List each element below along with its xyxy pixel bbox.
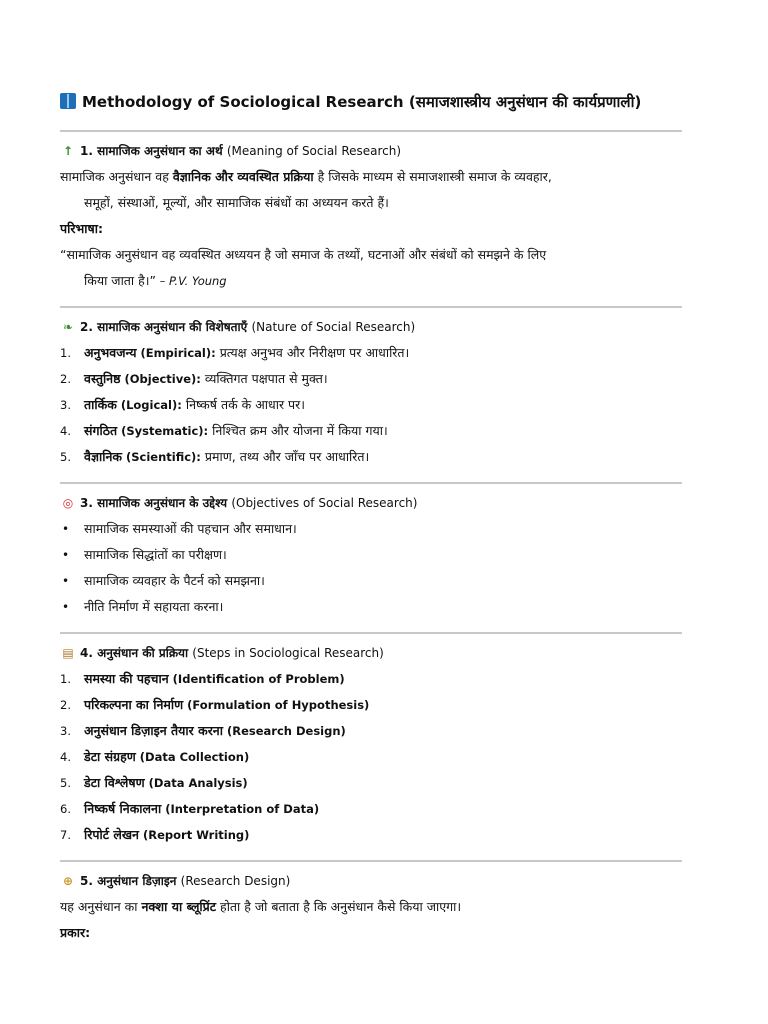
seedling-icon: ↑ [62, 144, 74, 158]
divider [60, 482, 682, 484]
section-heading: ↑ 1. सामाजिक अनुसंधान का अर्थ (Meaning of Social Research) [60, 138, 682, 164]
section-research-design [60, 868, 682, 946]
compass-icon: ⊕ [62, 874, 74, 888]
list-item: 4. संगठित (Systematic): निश्चित क्रम और योजना में किया गया। [60, 423, 388, 438]
meaning-paragraph: सामाजिक अनुसंधान वह वैज्ञानिक और व्यवस्थित प्रक्रिया है जिसके माध्यम से समाजशास्त्री समाज के व्यवहार, समूहों, संस्थाओं, मूल्यों, और सामाजिक संबंधों का अध्ययन करते हैं। [60, 169, 552, 210]
target-icon: ◎ [62, 496, 74, 510]
list-item: 3. अनुसंधान डिज़ाइन तैयार करना (Research Design) [60, 723, 346, 738]
divider [60, 632, 682, 634]
list-item: 4. डेटा संग्रहण (Data Collection) [60, 749, 250, 764]
section-objectives [60, 490, 682, 620]
section-meaning [60, 138, 682, 294]
list-item: • सामाजिक समस्याओं की पहचान और समाधान। [62, 521, 297, 536]
steps-list [60, 666, 682, 848]
nature-list [60, 340, 682, 470]
divider [60, 130, 682, 132]
list-item: • सामाजिक व्यवहार के पैटर्न को समझना। [62, 573, 265, 588]
list-item: 3. तार्किक (Logical): निष्कर्ष तर्क के आधार पर। [60, 397, 305, 412]
title-hindi: (समाजशास्त्रीय अनुसंधान की कार्यप्रणाली) [408, 93, 642, 111]
list-item: 7. रिपोर्ट लेखन (Report Writing) [60, 827, 250, 842]
list-item: 6. निष्कर्ष निकालना (Interpretation of Data) [60, 801, 320, 816]
types-label: प्रकार: [60, 925, 91, 940]
list-item: • सामाजिक सिद्धांतों का परीक्षण। [62, 547, 227, 562]
section-heading: ▤ 4. अनुसंधान की प्रक्रिया (Steps in Sociological Research) [60, 640, 682, 666]
list-item: • नीति निर्माण में सहायता करना। [62, 599, 224, 614]
design-paragraph: यह अनुसंधान का नक्शा या ब्लूप्रिंट होता है जो बताता है कि अनुसंधान कैसे किया जाएगा। [60, 899, 462, 914]
clipboard-icon: ▤ [62, 646, 74, 660]
list-item: 5. वैज्ञानिक (Scientific): प्रमाण, तथ्य और जाँच पर आधारित। [60, 449, 370, 464]
divider [60, 306, 682, 308]
list-item: 2. परिकल्पना का निर्माण (Formulation of Hypothesis) [60, 697, 370, 712]
list-item: 2. वस्तुनिष्ठ (Objective): व्यक्तिगत पक्षपात से मुक्त। [60, 371, 328, 386]
objectives-list [60, 516, 682, 620]
section-heading: ⊕ 5. अनुसंधान डिज़ाइन (Research Design) [60, 868, 682, 894]
list-item: 5. डेटा विश्लेषण (Data Analysis) [60, 775, 248, 790]
quote-author: – P.V. Young [156, 274, 227, 288]
title-english: Methodology of Sociological Research [82, 93, 404, 111]
definition-quote: “सामाजिक अनुसंधान वह व्यवस्थित अध्ययन है जो समाज के तथ्यों, घटनाओं और संबंधों को समझने के लिए किया जाता है।” – P.V. Young [60, 247, 547, 288]
book-icon [60, 93, 76, 109]
section-heading: ❧ 2. सामाजिक अनुसंधान की विशेषताएँ (Nature of Social Research) [60, 314, 682, 340]
herb-icon: ❧ [62, 320, 74, 334]
section-steps [60, 640, 682, 848]
document-page [60, 88, 682, 946]
section-heading: ◎ 3. सामाजिक अनुसंधान के उद्देश्य (Objectives of Social Research) [60, 490, 682, 516]
definition-label: परिभाषा: [60, 221, 103, 236]
document-title [60, 88, 682, 116]
divider [60, 860, 682, 862]
section-nature [60, 314, 682, 470]
list-item: 1. समस्या की पहचान (Identification of Problem) [60, 671, 345, 686]
list-item: 1. अनुभवजन्य (Empirical): प्रत्यक्ष अनुभव और निरीक्षण पर आधारित। [60, 345, 410, 360]
